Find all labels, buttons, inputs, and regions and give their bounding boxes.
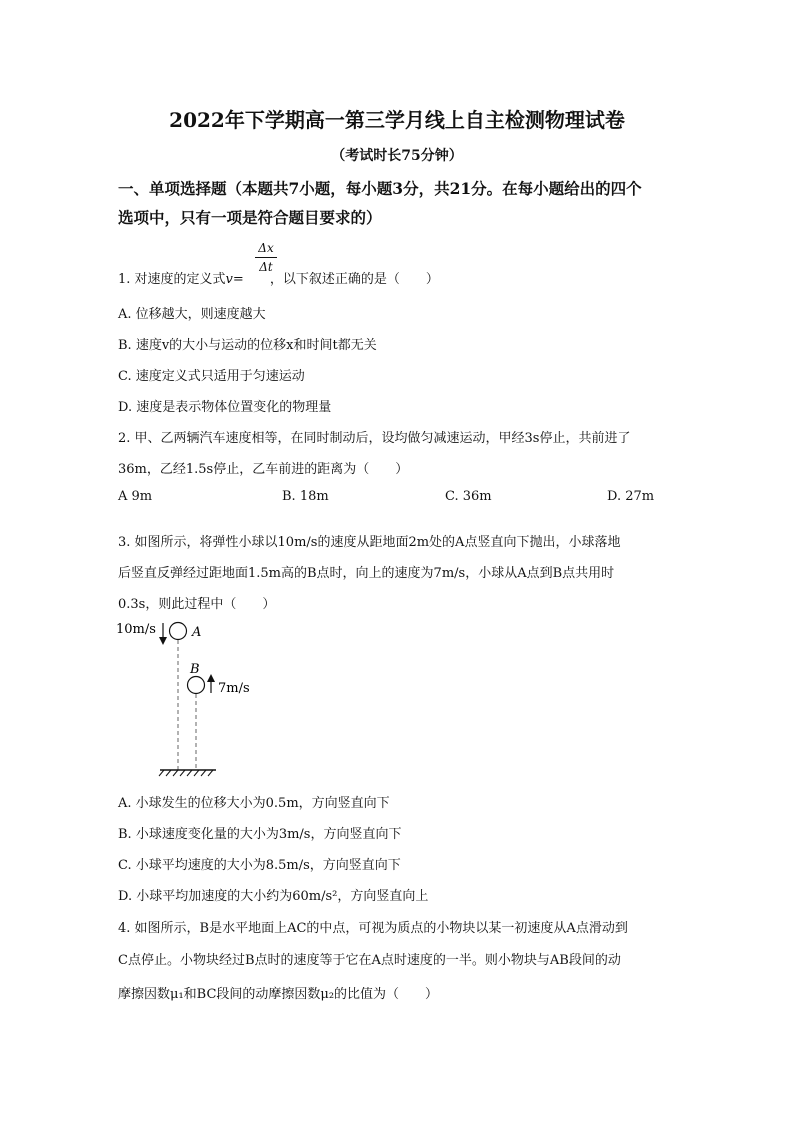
- q2-option-d: D. 27m: [607, 489, 655, 504]
- exam-duration: （考试时长75分钟）: [331, 148, 463, 164]
- fraction-numerator: Δx: [258, 241, 274, 255]
- question-2-line-2: 36m，乙经1.5s停止，乙车前进的距离为（ ）: [118, 462, 409, 477]
- label-10ms: 10m/s: [116, 622, 156, 637]
- q2-option-c: C. 36m: [445, 489, 492, 504]
- q3-option-a: A. 小球发生的位移大小为0.5m，方向竖直向下: [118, 796, 390, 811]
- q1-option-c: C. 速度定义式只适用于匀速运动: [118, 369, 305, 384]
- section-heading-line-1: 一、单项选择题（本题共7小题，每小题3分，共21分。在每小题给出的四个: [118, 179, 642, 198]
- q1-option-b: B. 速度v的大小与运动的位移x和时间t都无关: [118, 338, 377, 353]
- velocity-symbol: v: [225, 272, 233, 287]
- question-3-line-2: 后竖直反弹经过距地面1.5m高的B点时，向上的速度为7m/s，小球从A点到B点共用时: [118, 566, 615, 581]
- q3-option-b: B. 小球速度变化量的大小为3m/s，方向竖直向下: [118, 827, 402, 842]
- ball-bounce-figure: [110, 615, 270, 780]
- arrow-up-icon: [207, 674, 215, 682]
- arrow-down-icon: [159, 637, 167, 645]
- equals-sign: =: [232, 272, 244, 287]
- section-heading: [118, 174, 642, 232]
- q2-option-a: A 9m: [118, 489, 153, 504]
- velocity-formula-fraction: [255, 240, 277, 275]
- question-2-line-1: 2. 甲、乙两辆汽车速度相等，在同时制动后，设均做匀减速运动，甲经3s停止，共前进了: [118, 431, 631, 446]
- question-1-prefix: 1. 对速度的定义式: [118, 272, 226, 287]
- q2-option-b: B. 18m: [282, 489, 329, 504]
- question-4-line-1: 4. 如图所示，B是水平地面上AC的中点，可视为质点的小物块以某一初速度从A点滑动到: [118, 921, 628, 936]
- question-4-line-3: 摩擦因数μ₁和BC段间的动摩擦因数μ₂的比值为（ ）: [118, 987, 439, 1002]
- ball-a: [170, 623, 187, 640]
- ball-b: [188, 677, 205, 694]
- q1-option-d: D. 速度是表示物体位置变化的物理量: [118, 400, 332, 415]
- question-3-line-1: 3. 如图所示，将弹性小球以10m/s的速度从距地面2m处的A点竖直向下抛出，小球落地: [118, 535, 621, 550]
- question-3-line-3: 0.3s，则此过程中（ ）: [118, 597, 276, 612]
- question-4-line-2: C点停止。小物块经过B点时的速度等于它在A点时速度的一半。则小物块与AB段间的动: [118, 953, 621, 968]
- label-b: B: [190, 662, 200, 677]
- fraction-denominator: Δt: [259, 260, 273, 274]
- q1-option-a: A. 位移越大，则速度越大: [118, 307, 266, 322]
- q3-option-d: D. 小球平均加速度的大小约为60m/s²，方向竖直向上: [118, 889, 429, 904]
- q3-option-c: C. 小球平均速度的大小为8.5m/s，方向竖直向下: [118, 858, 401, 873]
- page-title: 2022年下学期高一第三学月线上自主检测物理试卷: [169, 108, 625, 132]
- question-1-stem: [118, 268, 439, 287]
- question-1-suffix: ，以下叙述正确的是（ ）: [269, 272, 439, 287]
- ground-hatching: [159, 770, 213, 776]
- label-a: A: [192, 625, 202, 640]
- section-heading-line-2: 选项中，只有一项是符合题目要求的）: [118, 208, 382, 227]
- label-7ms: 7m/s: [218, 681, 250, 696]
